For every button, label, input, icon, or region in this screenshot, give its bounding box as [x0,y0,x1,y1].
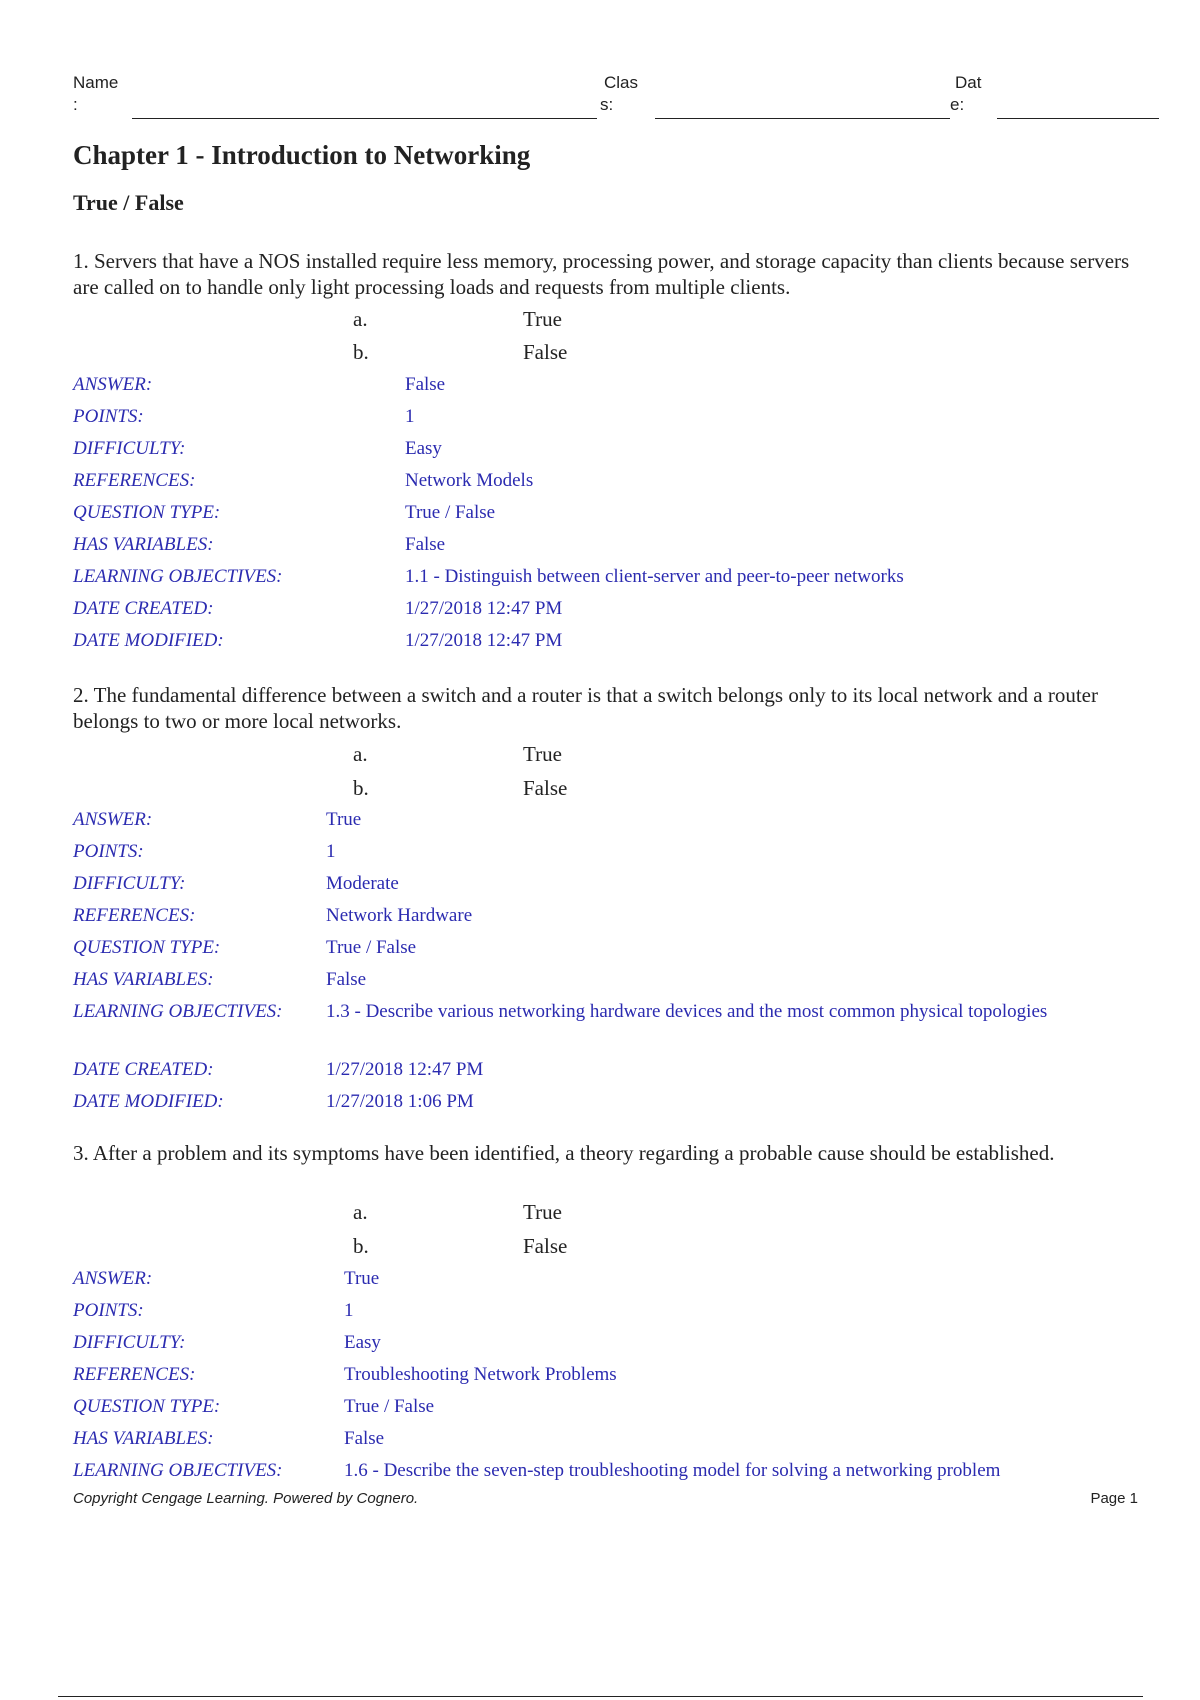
references-label: REFERENCES: [73,905,196,926]
name-label-line2: : [73,95,78,114]
question-3-metadata [73,1263,1153,1487]
meta-row-has-variables [73,529,1153,561]
references-value: Troubleshooting Network Problems [344,1364,617,1385]
references-label: REFERENCES: [73,1364,196,1385]
points-label: POINTS: [73,406,144,427]
points-label: POINTS: [73,1300,144,1321]
difficulty-label: DIFFICULTY: [73,873,186,894]
date-modified-label: DATE MODIFIED: [73,1091,224,1112]
date-label-line2: e: [950,95,965,114]
meta-row-points [73,401,1153,433]
section-title: True / False [73,190,184,215]
question-1-option-a-letter: a. [353,307,368,331]
question-3-option-b-letter: b. [353,1234,369,1258]
date-created-label: DATE CREATED: [73,598,214,619]
question-1-option-b-letter: b. [353,340,369,364]
bottom-divider [58,1696,1143,1697]
meta-row-points [73,1295,1153,1327]
points-value: 1 [344,1300,354,1321]
meta-row-references [73,900,1153,932]
class-blank-line[interactable] [655,118,950,119]
answer-value: True [326,809,362,830]
question-type-label: QUESTION TYPE: [73,502,221,523]
question-2-option-a-letter: a. [353,742,368,766]
meta-row-answer [73,804,1153,836]
learning-objectives-value: 1.6 - Describe the seven-step troubleshooting model for solving a networking problem [344,1460,1001,1481]
meta-row-learning-objectives [73,561,1153,593]
meta-row-difficulty [73,1327,1153,1359]
has-variables-value: False [344,1428,385,1449]
name-label-line1: Name [73,73,119,92]
date-label [950,72,981,116]
question-3-option-b-text[interactable]: False [523,1234,568,1258]
references-value: Network Models [405,470,534,491]
answer-label: ANSWER: [73,809,153,830]
name-label [73,72,118,116]
learning-objectives-value: 1.3 - Describe various networking hardware devices and the most common physical topologies [326,1001,1048,1022]
meta-row-points [73,836,1153,868]
learning-objectives-label: LEARNING OBJECTIVES: [73,566,283,587]
answer-label: ANSWER: [73,374,153,395]
has-variables-label: HAS VARIABLES: [73,534,214,555]
learning-objectives-value: 1.1 - Distinguish between client-server and peer-to-peer networks [405,566,904,587]
meta-row-learning-objectives [73,996,1153,1054]
meta-row-answer [73,369,1153,401]
date-modified-label: DATE MODIFIED: [73,630,224,651]
question-type-value: True / False [326,937,417,958]
question-1-metadata [73,369,1153,657]
class-label-line1: Clas [604,73,639,92]
date-created-value: 1/27/2018 12:47 PM [405,598,563,619]
answer-value: False [405,374,446,395]
meta-row-difficulty [73,433,1153,465]
meta-row-question-type [73,932,1153,964]
question-type-label: QUESTION TYPE: [73,1396,221,1417]
class-label [600,72,638,116]
difficulty-label: DIFFICULTY: [73,1332,186,1353]
points-value: 1 [405,406,415,427]
answer-value: True [344,1268,380,1289]
learning-objectives-label: LEARNING OBJECTIVES: [73,1460,283,1481]
class-label-line2: s: [600,95,614,114]
meta-row-date-created [73,1054,1153,1086]
has-variables-value: False [326,969,367,990]
footer-page-number: Page 1 [1090,1490,1138,1507]
points-label: POINTS: [73,841,144,862]
meta-row-references [73,465,1153,497]
difficulty-value: Easy [344,1332,381,1353]
difficulty-value: Easy [405,438,442,459]
references-value: Network Hardware [326,905,473,926]
meta-row-answer [73,1263,1153,1295]
meta-row-date-modified [73,1086,1153,1118]
difficulty-value: Moderate [326,873,399,894]
answer-label: ANSWER: [73,1268,153,1289]
points-value: 1 [326,841,336,862]
meta-row-date-modified [73,625,1153,657]
date-modified-value: 1/27/2018 1:06 PM [326,1091,474,1112]
meta-row-date-created [73,593,1153,625]
meta-row-difficulty [73,868,1153,900]
question-3-option-a-letter: a. [353,1200,368,1224]
question-type-value: True / False [405,502,496,523]
chapter-title: Chapter 1 - Introduction to Networking [73,140,531,170]
has-variables-label: HAS VARIABLES: [73,969,214,990]
date-blank-line[interactable] [997,118,1159,119]
date-created-value: 1/27/2018 12:47 PM [326,1059,484,1080]
question-2-stem: 2. The fundamental difference between a switch and a router is that a switch belongs only to its local network and a router belongs to two or more local networks. [73,683,1098,733]
learning-objectives-label: LEARNING OBJECTIVES: [73,1001,283,1022]
references-label: REFERENCES: [73,470,196,491]
has-variables-label: HAS VARIABLES: [73,1428,214,1449]
question-1-option-b-text[interactable]: False [523,340,568,364]
question-2-option-b-letter: b. [353,776,369,800]
question-type-label: QUESTION TYPE: [73,937,221,958]
meta-row-references [73,1359,1153,1391]
date-modified-value: 1/27/2018 12:47 PM [405,630,563,651]
meta-row-learning-objectives [73,1455,1153,1487]
question-2-option-a-text[interactable]: True [523,742,562,766]
meta-row-has-variables [73,1423,1153,1455]
footer-copyright: Copyright Cengage Learning. Powered by Cognero. [73,1490,419,1507]
meta-row-question-type [73,497,1153,529]
question-2-option-b-text[interactable]: False [523,776,568,800]
question-1-stem: 1. Servers that have a NOS installed require less memory, processing power, and storage capacity than clients because servers are called on to handle only light processing loads and requests from multiple clients. [73,249,1130,299]
name-blank-line[interactable] [132,118,597,119]
difficulty-label: DIFFICULTY: [73,438,186,459]
question-2-metadata [73,804,1153,1118]
date-created-label: DATE CREATED: [73,1059,214,1080]
question-3-stem: 3. After a problem and its symptoms have been identified, a theory regarding a probable cause should be established. [73,1141,1055,1165]
meta-row-has-variables [73,964,1153,996]
question-type-value: True / False [344,1396,435,1417]
question-1-option-a-text[interactable]: True [523,307,562,331]
meta-row-question-type [73,1391,1153,1423]
date-label-line1: Dat [955,73,982,92]
has-variables-value: False [405,534,446,555]
question-3-option-a-text[interactable]: True [523,1200,562,1224]
